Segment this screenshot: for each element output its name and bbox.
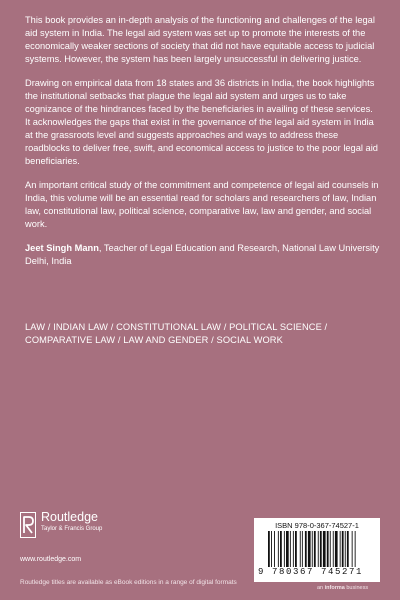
blurb (25, 14, 380, 279)
publisher-group: Taylor & Francis Group (41, 526, 103, 532)
author-affiliation: , Teacher of Legal Education and Research, National Law University Delhi, India (25, 243, 380, 266)
barcode-number: 9 780367 745271 (258, 567, 364, 577)
subject-categories: LAW / INDIAN LAW / CONSTITUTIONAL LAW / POLITICAL SCIENCE / COMPARATIVE LAW / LAW AND GENDER / SOCIAL WORK (25, 322, 328, 345)
author-bio (25, 242, 380, 268)
blurb-paragraph-1: This book provides an in-depth analysis of the functioning and challenges of the legal aid system in India. The legal aid system was set up to promote the interests of the economically weaker sections of society that did not have equitable access to judicial systems. However, the system has been largely unsuccessful in delivering justice. (25, 15, 375, 64)
routledge-r-icon (20, 512, 36, 538)
barcode-panel (254, 518, 380, 582)
publisher-name: Routledge (41, 510, 98, 524)
barcode-bars (268, 531, 374, 569)
publisher-logo (20, 510, 160, 550)
blurb-paragraph-3: An important critical study of the commitment and competence of legal aid counsels in India, this volume will be an essential read for scholars and researchers of law, Indian law, constitutional law, political science, comparative law, law and gender, and social work. (25, 180, 379, 229)
isbn-label: ISBN 978-0-367-74527-1 (275, 521, 359, 530)
informa-brand: informa (324, 585, 345, 591)
ebook-availability-note: Routledge titles are available as eBook editions in a range of digital formats (20, 579, 237, 586)
publisher-website: www.routledge.com (20, 556, 82, 563)
blurb-paragraph-2: Drawing on empirical data from 18 states and 36 districts in India, the book highlights the institutional setbacks that plague the legal aid system and urges us to take cognizance of the hindrances faced by the beneficiaries in availing of these services. It acknowledges the gaps that exist in the governance of the legal aid system in India at the grassroots level and suggests approaches and ways to address these roadblocks to deliver free, swift, and economical access to justice to the poor legal aid beneficiaries. (25, 78, 378, 166)
informa-business-note: an informa business (317, 585, 369, 591)
author-name: Jeet Singh Mann (25, 243, 99, 253)
